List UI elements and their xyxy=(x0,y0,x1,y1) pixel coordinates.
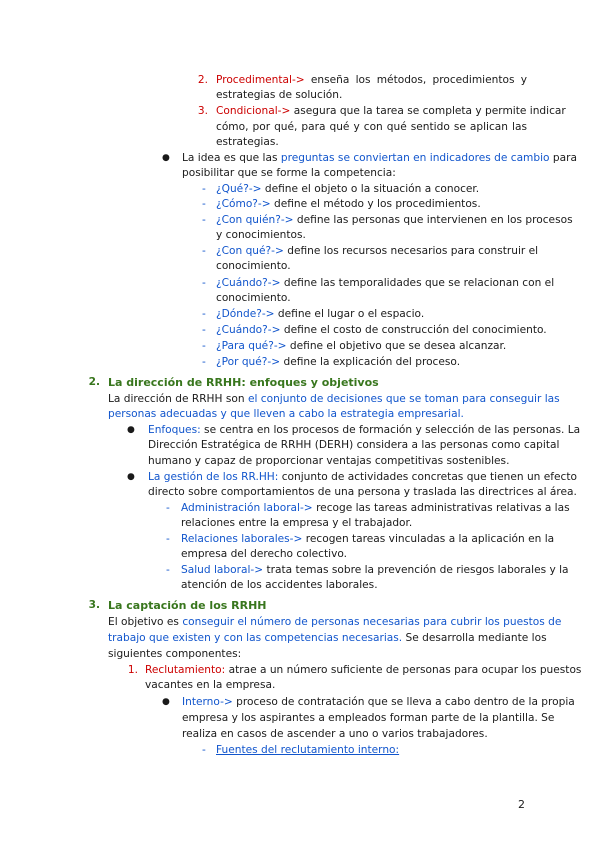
paragraph-line: Dirección Estratégica de RRHH (DERH) considera a las personas como capital xyxy=(148,439,560,451)
page-number: 2 xyxy=(518,798,525,811)
dash-marker: - xyxy=(202,744,206,756)
text: se centra en los procesos de formación y selección de las personas. La xyxy=(204,424,581,436)
text: asegura que la tarea se completa y permite indicar xyxy=(293,105,566,117)
question-term: ¿Con quién?-> xyxy=(216,214,294,226)
bullet-icon: ● xyxy=(127,425,135,435)
bullet-icon: ● xyxy=(162,697,170,707)
paragraph-line: directo sobre comportamientos de una persona y traslada las directrices al área. xyxy=(148,486,577,498)
dash-marker: - xyxy=(202,340,206,352)
question-line xyxy=(216,197,481,212)
dash-marker: - xyxy=(202,245,206,257)
question-line xyxy=(216,323,547,338)
dash-marker: - xyxy=(202,324,206,336)
text: conjunto de actividades concretas que tienen un efecto xyxy=(281,471,577,483)
paragraph-line xyxy=(216,104,566,119)
text: atrae a un número suficiente de personas para ocupar los puestos xyxy=(228,664,582,676)
term-enfoques: Enfoques: xyxy=(148,424,201,436)
paragraph-line xyxy=(108,615,562,630)
subheading-fuentes: Fuentes del reclutamiento interno: xyxy=(216,744,400,756)
question-line: conocimiento. xyxy=(216,260,291,272)
text: define el lugar o el espacio. xyxy=(277,308,425,320)
section-heading: La dirección de RRHH: enfoques y objetivos xyxy=(108,376,379,389)
text: para xyxy=(552,152,577,164)
paragraph-line xyxy=(145,663,582,678)
paragraph-line: siguientes componentes: xyxy=(108,648,242,660)
paragraph-line xyxy=(182,695,575,710)
paragraph-line xyxy=(108,392,560,407)
bullet-icon: ● xyxy=(162,153,170,163)
question-term: ¿Cuándo?-> xyxy=(216,324,281,336)
highlight-text: trabajo que existen y con las competencias necesarias. xyxy=(108,632,403,644)
dash-marker: - xyxy=(166,564,170,576)
question-line: conocimiento. xyxy=(216,292,291,304)
paragraph-line xyxy=(181,563,569,578)
question-term: ¿Dónde?-> xyxy=(216,308,275,320)
question-line xyxy=(216,276,555,291)
text: define las personas que intervienen en los procesos xyxy=(296,214,573,226)
text: recoge las tareas administrativas relativas a las xyxy=(316,502,570,514)
question-term: ¿Para qué?-> xyxy=(216,340,287,352)
list-number: 1. xyxy=(127,664,138,676)
paragraph-line xyxy=(181,501,570,516)
question-term: ¿Cuándo?-> xyxy=(216,277,281,289)
text: define las temporalidades que se relacionan con el xyxy=(283,277,555,289)
term-salud: Salud laboral-> xyxy=(181,564,264,576)
paragraph-line: vacantes en la empresa. xyxy=(145,679,276,691)
dash-marker: - xyxy=(202,277,206,289)
paragraph-line xyxy=(181,532,555,547)
dash-marker: - xyxy=(166,533,170,545)
term-gestion: La gestión de los RR.HH: xyxy=(148,471,279,483)
text: define la explicación del proceso. xyxy=(283,356,461,368)
question-term: ¿Por qué?-> xyxy=(216,356,281,368)
section-number: 3. xyxy=(88,599,100,611)
text: enseña los métodos, procedimientos y xyxy=(310,74,527,86)
highlight-text: el conjunto de decisiones que se toman para conseguir las xyxy=(247,393,560,405)
text: define el costo de construcción del conocimiento. xyxy=(283,324,547,336)
question-line: y conocimientos. xyxy=(216,229,306,241)
section-heading: La captación de los RRHH xyxy=(108,599,267,612)
text: define el objetivo que se desea alcanzar. xyxy=(289,340,507,352)
question-term: ¿Con qué?-> xyxy=(216,245,284,257)
question-line xyxy=(216,339,506,354)
bullet-icon: ● xyxy=(127,472,135,482)
paragraph-line xyxy=(148,423,581,438)
text: proceso de contratación que se lleva a cabo dentro de la propia xyxy=(236,696,575,708)
paragraph-line: relaciones entre la empresa y el trabajador. xyxy=(181,517,413,529)
term-condicional: Condicional-> xyxy=(216,105,291,117)
paragraph-line: estrategias. xyxy=(216,136,279,148)
paragraph-line: empresa del derecho colectivo. xyxy=(181,548,348,560)
highlight-text: preguntas se conviertan en indicadores de cambio xyxy=(280,152,550,164)
question-line xyxy=(216,244,539,259)
paragraph-line: atención de los accidentes laborales. xyxy=(181,579,378,591)
paragraph-line: estrategias de solución. xyxy=(216,89,343,101)
question-term: ¿Cómo?-> xyxy=(216,198,271,210)
term-administracion: Administración laboral-> xyxy=(181,502,313,514)
paragraph-line xyxy=(108,631,547,646)
paragraph-line xyxy=(148,470,577,485)
paragraph-line xyxy=(182,151,577,166)
paragraph-line: realiza en casos de ascender a uno o varios trabajadores. xyxy=(182,728,488,740)
text: El objetivo es xyxy=(108,616,179,628)
question-line xyxy=(216,213,573,228)
section-number: 2. xyxy=(88,376,100,388)
dash-marker: - xyxy=(202,308,206,320)
text: La dirección de RRHH son xyxy=(108,393,245,405)
text: Se desarrolla mediante los xyxy=(405,632,547,644)
paragraph-line xyxy=(216,73,527,88)
text: recogen tareas vinculadas a la aplicación en la xyxy=(305,533,555,545)
term-relaciones: Relaciones laborales-> xyxy=(181,533,303,545)
dash-marker: - xyxy=(202,356,206,368)
paragraph-line: humano y capaz de proporcionar ventajas competitivas sostenibles. xyxy=(148,455,510,467)
question-term: ¿Qué?-> xyxy=(216,183,262,195)
term-procedimental: Procedimental-> xyxy=(216,74,305,86)
question-line xyxy=(216,307,424,322)
term-interno: Interno-> xyxy=(182,696,233,708)
text: trata temas sobre la prevención de riesgos laborales y la xyxy=(266,564,569,576)
dash-marker: - xyxy=(166,502,170,514)
text: define el método y los procedimientos. xyxy=(274,198,481,210)
question-line xyxy=(216,355,460,370)
text: La idea es que las xyxy=(182,152,278,164)
text: define el objeto o la situación a conocer. xyxy=(264,183,480,195)
paragraph-line: personas adecuadas y que lleven a cabo la estrategia empresarial. xyxy=(108,408,464,420)
list-number: 3. xyxy=(197,105,208,117)
term-reclutamiento: Reclutamiento: xyxy=(145,664,226,676)
dash-marker: - xyxy=(202,198,206,210)
dash-marker: - xyxy=(202,214,206,226)
text: define los recursos necesarios para construir el xyxy=(287,245,539,257)
question-line xyxy=(216,182,479,197)
paragraph-line: posibilitar que se forme la competencia: xyxy=(182,167,396,179)
paragraph-line: cómo, por qué, para qué y con qué sentido se aplican las xyxy=(216,121,527,133)
dash-marker: - xyxy=(202,183,206,195)
list-number: 2. xyxy=(197,74,208,86)
paragraph-line: empresa y los aspirantes a empleados forman parte de la plantilla. Se xyxy=(182,712,555,724)
highlight-text: conseguir el número de personas necesarias para cubrir los puestos de xyxy=(182,616,562,628)
